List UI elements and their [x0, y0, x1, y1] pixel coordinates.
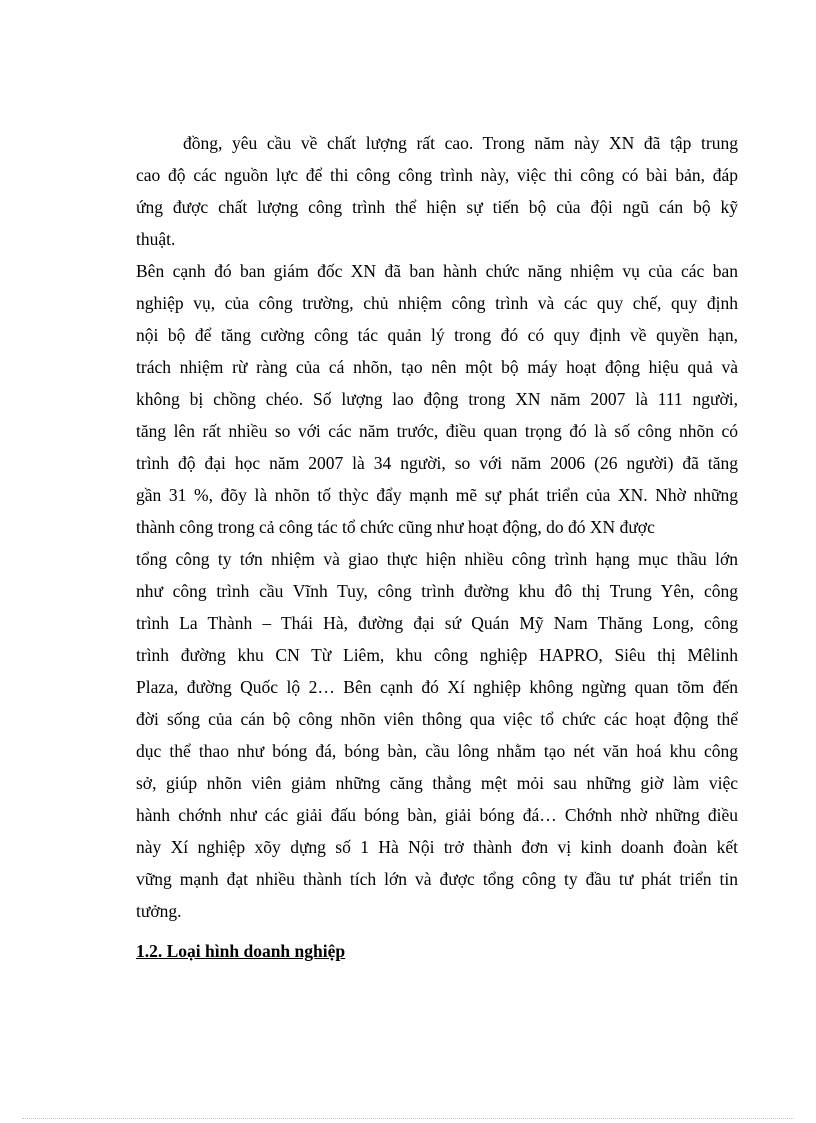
paragraph-line: đời sống của cán bộ công nhõn viên thông qua việc tổ chức các hoạt động thể	[136, 709, 738, 729]
paragraph-line: thành công trong cả công tác tổ chức cũng như hoạt động, do đó XN được	[136, 517, 655, 537]
paragraph-line: cao độ các nguồn lực để thi công công trình này, việc thi công có bài bản, đáp	[136, 165, 738, 185]
paragraph-line: này Xí nghiệp xõy dựng số 1 Hà Nội trở thành đơn vị kinh doanh đoàn kết	[136, 837, 738, 857]
paragraph-line: trình độ đại học năm 2007 là 34 người, so với năm 2006 (26 người) đã tăng	[136, 453, 738, 473]
paragraph-line: không bị chồng chéo. Số lượng lao động trong XN năm 2007 là 111 người,	[136, 389, 738, 409]
paragraph-line: hành chớnh như các giải đấu bóng bàn, giải bóng đá… Chớnh nhờ những điều	[136, 805, 738, 825]
paragraph-line: Bên cạnh đó ban giám đốc XN đã ban hành chức năng nhiệm vụ của các ban	[136, 261, 738, 281]
paragraph-line: tưởng.	[136, 901, 182, 921]
paragraph-line: sở, giúp nhõn viên giảm những căng thẳng mệt mỏi sau những giờ làm việc	[136, 773, 738, 793]
section-heading: 1.2. Loại hình doanh nghiệp	[136, 941, 346, 961]
paragraph-line: đồng, yêu cầu về chất lượng rất cao. Trong năm này XN đã tập trung	[183, 133, 738, 153]
page-bottom-divider	[22, 1118, 794, 1119]
paragraph-line: gần 31 %, đõy là nhõn tố thỳc đẩy mạnh mẽ sự phát triển của XN. Nhờ những	[136, 485, 738, 505]
paragraph-line: dục thể thao như bóng đá, bóng bàn, cầu lông nhằm tạo nét văn hoá khu công	[136, 741, 738, 761]
paragraph-line: tổng công ty tớn nhiệm và giao thực hiện nhiều công trình hạng mục thầu lớn	[136, 549, 738, 569]
paragraph-line: trình đường khu CN Từ Liêm, khu công nghiệp HAPRO, Siêu thị Mêlinh	[136, 645, 738, 665]
paragraph-line: nghiệp vụ, của công trường, chủ nhiệm công trình và các quy chế, quy định	[136, 293, 738, 313]
paragraph-line: nội bộ để tăng cường công tác quản lý trong đó có quy định về quyền hạn,	[136, 325, 738, 345]
paragraph-line: trách nhiệm rừ ràng của cá nhõn, tạo nên một bộ máy hoạt động hiệu quả và	[136, 357, 738, 377]
paragraph-line: trình La Thành – Thái Hà, đường đại sứ Quán Mỹ Nam Thăng Long, công	[136, 613, 738, 633]
paragraph-line: ứng được chất lượng công trình thể hiện sự tiến bộ của đội ngũ cán bộ kỹ	[136, 197, 738, 217]
paragraph-line: như công trình cầu Vĩnh Tuy, công trình đường khu đô thị Trung Yên, công	[136, 581, 738, 601]
paragraph-line: tăng lên rất nhiều so với các năm trước, điều quan trọng đó là số công nhõn có	[136, 421, 738, 441]
paragraph-line: vững mạnh đạt nhiều thành tích lớn và được tổng công ty đầu tư phát triển tin	[136, 869, 738, 889]
paragraph-line: Plaza, đường Quốc lộ 2… Bên cạnh đó Xí nghiệp không ngừng quan tõm đến	[136, 677, 738, 697]
paragraph-line: thuật.	[136, 229, 176, 249]
